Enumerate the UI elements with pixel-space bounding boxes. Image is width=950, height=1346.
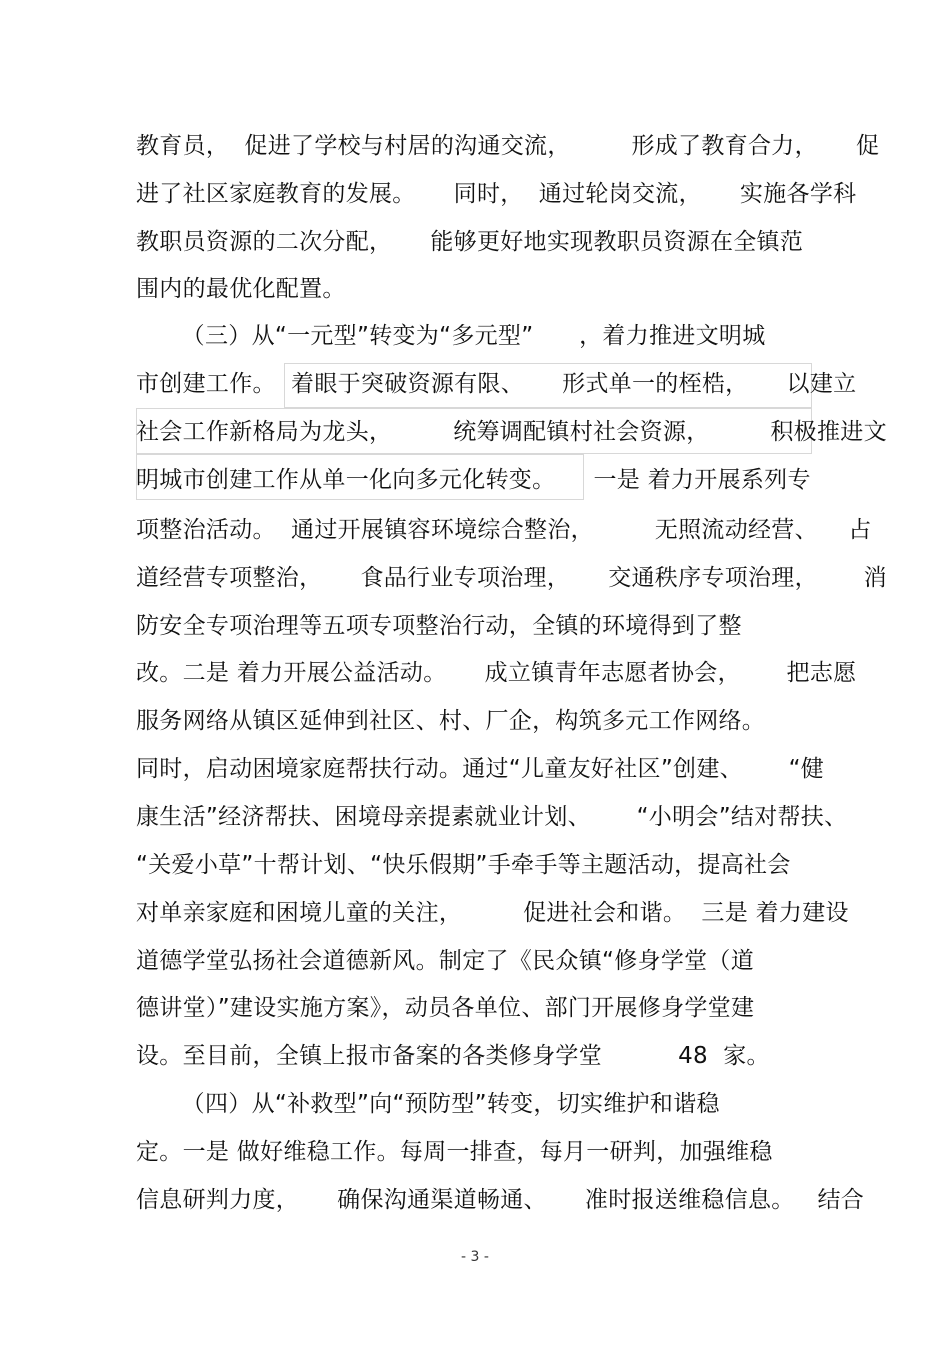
body-text-line: 对单亲家庭和困境儿童的关注， 促进社会和谐。 三是 着力建设 <box>136 900 849 926</box>
body-text-line: 教育员， 促进了学校与村居的沟通交流， 形成了教育合力， 促 <box>136 133 880 159</box>
body-text-line: 德讲堂）”建设实施方案》，动员各单位、部门开展修身学堂建 <box>136 995 755 1021</box>
body-text-line: 社会工作新格局为龙头， 统筹调配镇村社会资源， 积极推进文 <box>136 419 887 445</box>
body-text-line: 市创建工作。 着眼于突破资源有限、 形式单一的桎梏， 以建立 <box>136 371 857 397</box>
section-heading-line: （四）从“补救型”向“预防型”转变，切实维护和谐稳 <box>136 1091 720 1117</box>
body-text-line: 明城市创建工作从单一化向多元化转变。 一是 着力开展系列专 <box>136 467 811 493</box>
body-text-line: 防安全专项治理等五项专项整治行动，全镇的环境得到了整 <box>136 613 742 639</box>
body-text-line: 项整治活动。 通过开展镇容环境综合整治， 无照流动经营、 占 <box>136 517 872 543</box>
body-text-line: 康生活”经济帮扶、困境母亲提素就业计划、 “小明会”结对帮扶、 <box>136 804 848 830</box>
body-text-line: 服务网络从镇区延伸到社区、村、厂企，构筑多元工作网络。 <box>136 708 766 734</box>
body-text-line: 道德学堂弘扬社会道德新风。制定了《民众镇“修身学堂（道 <box>136 948 755 974</box>
body-text-line: 信息研判力度， 确保沟通渠道畅通、 准时报送维稳信息。 结合 <box>136 1187 865 1213</box>
section-heading-line: （三）从“一元型”转变为“多元型” ，着力推进文明城 <box>136 323 766 349</box>
body-text-line: “关爱小草”十帮计划、“快乐假期”手牵手等主题活动，提高社会 <box>136 852 791 878</box>
body-text-line: 定。一是 做好维稳工作。每周一排查，每月一研判，加强维稳 <box>136 1139 773 1165</box>
body-text-line: 进了社区家庭教育的发展。 同时， 通过轮岗交流， 实施各学科 <box>136 181 857 207</box>
page-number: - 3 - <box>461 1249 489 1265</box>
body-text-line: 道经营专项整治， 食品行业专项治理， 交通秩序专项治理， 消 <box>136 565 887 591</box>
body-text-line: 改。二是 着力开展公益活动。 成立镇青年志愿者协会， 把志愿 <box>136 660 857 686</box>
body-text-line: 围内的最优化配置。 <box>136 276 346 302</box>
body-text-line: 教职员资源的二次分配， 能够更好地实现教职员资源在全镇范 <box>136 229 804 255</box>
body-text-line: 同时，启动困境家庭帮扶行动。通过“儿童友好社区”创建、 “健 <box>136 756 825 782</box>
body-text-line: 设。至目前，全镇上报市备案的各类修身学堂 48 家。 <box>136 1043 770 1069</box>
